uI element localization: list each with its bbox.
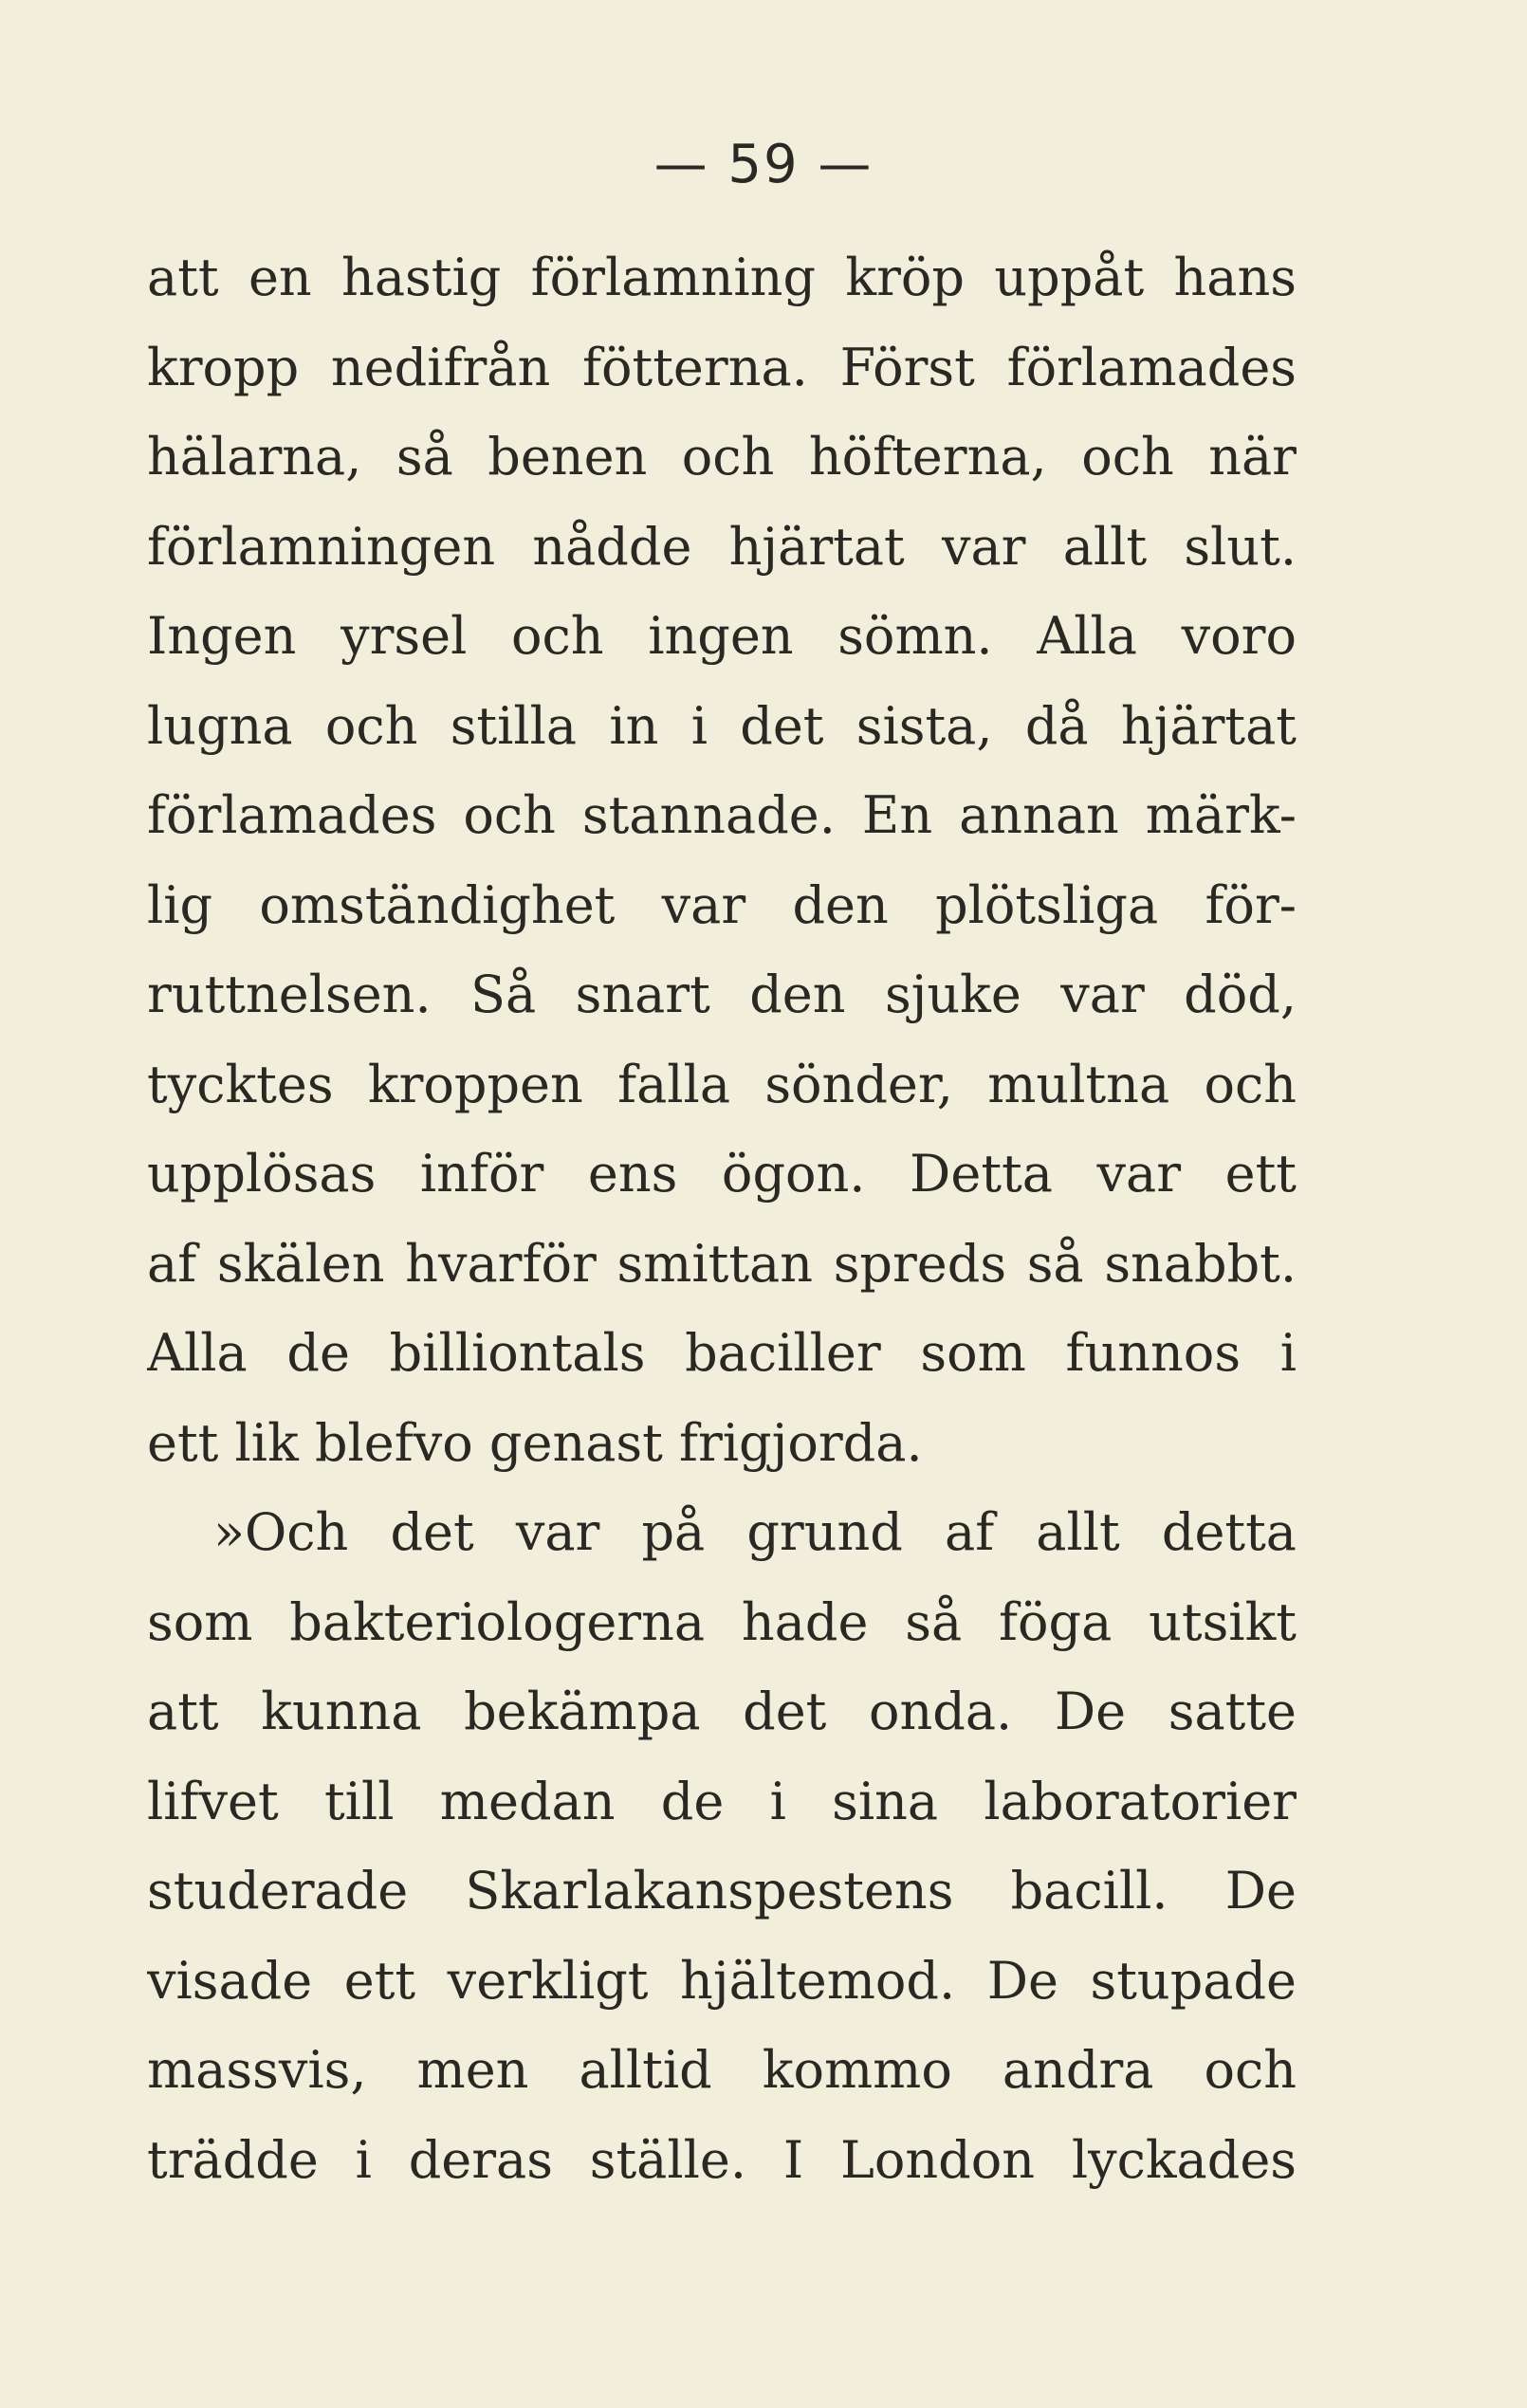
text-line: »Och det var på grund af allt detta xyxy=(213,1502,1297,1562)
text-line: tycktes kroppen falla sönder, multna och xyxy=(147,1054,1297,1114)
text-line: kropp nedifrån fötterna. Först förlamades xyxy=(147,337,1297,397)
text-line: ett lik blefvo genast frigjorda. xyxy=(147,1412,923,1473)
text-line: att en hastig förlamning kröp uppåt hans xyxy=(147,248,1297,307)
body-text xyxy=(147,233,1297,2205)
text-line: upplösas inför ens ögon. Detta var ett xyxy=(147,1144,1297,1204)
text-line: trädde i deras ställe. I London lyckades xyxy=(147,2129,1297,2190)
text-line: lugna och stilla in i det sista, då hjärtat xyxy=(147,695,1297,756)
text-line: hälarna, så benen och höfterna, och när xyxy=(147,427,1297,487)
text-line: förlamningen nådde hjärtat var allt slut. xyxy=(147,516,1297,577)
text-line: att kunna bekämpa det onda. De satte xyxy=(147,1682,1297,1741)
text-line: massvis, men alltid kommo andra och xyxy=(147,2040,1297,2100)
text-line: som bakteriologerna hade så föga utsikt xyxy=(147,1591,1297,1652)
text-line: visade ett verkligt hjältemod. De stupade xyxy=(147,1950,1297,2011)
text-line: lifvet till medan de i sina laboratorier xyxy=(147,1771,1297,1831)
text-line: studerade Skarlakanspestens bacill. De xyxy=(147,1861,1297,1921)
page-number: — 59 — xyxy=(653,134,874,195)
text-line: lig omständighet var den plötsliga för- xyxy=(147,874,1297,935)
text-line: af skälen hvarför smittan spreds så snabbt. xyxy=(147,1233,1297,1294)
text-line: Ingen yrsel och ingen sömn. Alla voro xyxy=(147,606,1297,666)
text-line: Alla de billiontals baciller som funnos i xyxy=(147,1323,1297,1383)
text-line: ruttnelsen. Så snart den sjuke var död, xyxy=(147,965,1297,1024)
text-line: förlamades och stannade. En annan märk- xyxy=(147,785,1297,845)
